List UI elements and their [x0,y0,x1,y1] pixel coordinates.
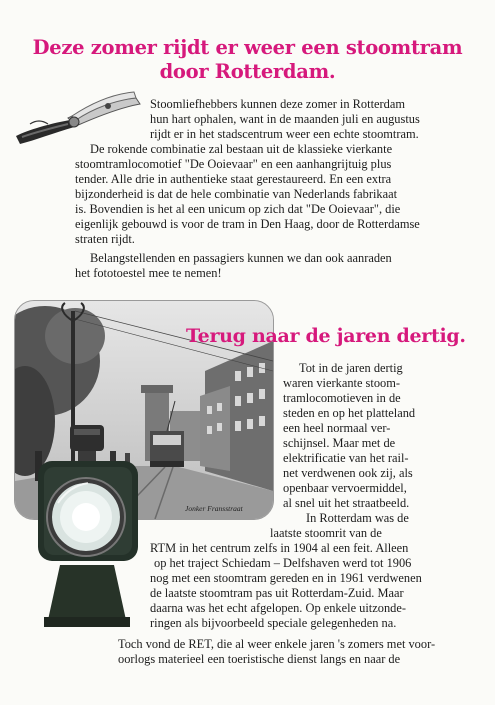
section-subhead: Terug naar de jaren dertig. [186,325,466,347]
text-line: straten rijdt. [75,232,135,246]
wide-text-block [150,541,422,631]
text-line: steden en op het platteland [283,406,416,420]
text-line: een heel normaal ver- [283,421,391,435]
text-line: de laatste stoomtram pas uit Rotterdam-Zuid. Maar [150,586,404,600]
text-line: RTM in het centrum zelfs in 1904 al een feit. Alleen [150,541,409,555]
text-line: In Rotterdam was de [306,511,409,525]
photo-caption: Jonker Fransstraat [185,504,243,513]
paragraph-camera [75,251,425,281]
column-text [283,361,423,511]
text-line: tramlocomotieven in de [283,391,401,405]
text-line: net verdwenen ook zij, als [283,466,413,480]
text-line: Toch vond de RET, die al weer enkele jaren 's zomers met voor- [118,637,436,651]
text-line: hun hart ophalen, want in de maanden juli en augustus [150,112,420,126]
text-line: oorlogs materieel een toeristische dienst langs en naar de [118,652,401,666]
text-line: laatste stoomrit van de [270,526,382,540]
text-line: ringen als bijvoorbeeld speciale gelegenheden na. [150,616,397,630]
text-line: is. Bovendien is het al een unicum op zich dat "De Ooievaar", die [75,202,401,216]
paragraph-combination [75,142,425,247]
text-line: Tot in de jaren dertig [299,361,403,375]
headline-line: door Rotterdam. [159,60,336,83]
text-line: De rokende combinatie zal bestaan uit de klassieke vierkante [90,142,393,156]
text-line: waren vierkante stoom- [283,376,400,390]
text-line: nog met een stoomtram gereden en in 1961 verdwenen [150,571,422,585]
text-line: Belangstellenden en passagiers kunnen we dan ook aanraden [90,251,392,265]
article-headline [0,36,495,84]
text-line: stoomtramlocomotief "De Ooievaar" en een aanhangrijtuig plus [75,157,392,171]
text-line: tender. Alle drie in authentieke staat gerestaureerd. En een extra [75,172,392,186]
text-line: eigenlijk gebouwd is voor de tram in Den Haag, door de Rotterdamse [75,217,420,231]
text-line: elektrificatie van het rail- [283,451,409,465]
wide-text-final [118,637,436,667]
text-line: Stoomliefhebbers kunnen deze zomer in Rotterdam [150,97,405,111]
text-line: bijzonderheid is dat de hele combinatie van Nederlands fabrikaat [75,187,398,201]
column-text-lower [268,511,423,541]
paragraph-intro [150,97,420,142]
tram-lamp-icon [30,425,155,635]
text-line: openbaar vervoermiddel, [283,481,407,495]
text-line: schijnsel. Maar met de [283,436,396,450]
text-line: op het traject Schiedam – Delfshaven werd tot 1906 [154,556,412,570]
text-line: al snel uit het straatbeeld. [283,496,410,510]
text-line: rijdt er in het stadscentrum weer een echte stoomtram. [150,127,419,141]
headline-line: Deze zomer rijdt er weer een stoomtram [32,36,463,59]
text-line: het fototoestel mee te nemen! [75,266,222,280]
ticket-punch-icon [8,90,148,150]
text-line: daarna was het echt afgelopen. Op enkele uitzonde- [150,601,406,615]
